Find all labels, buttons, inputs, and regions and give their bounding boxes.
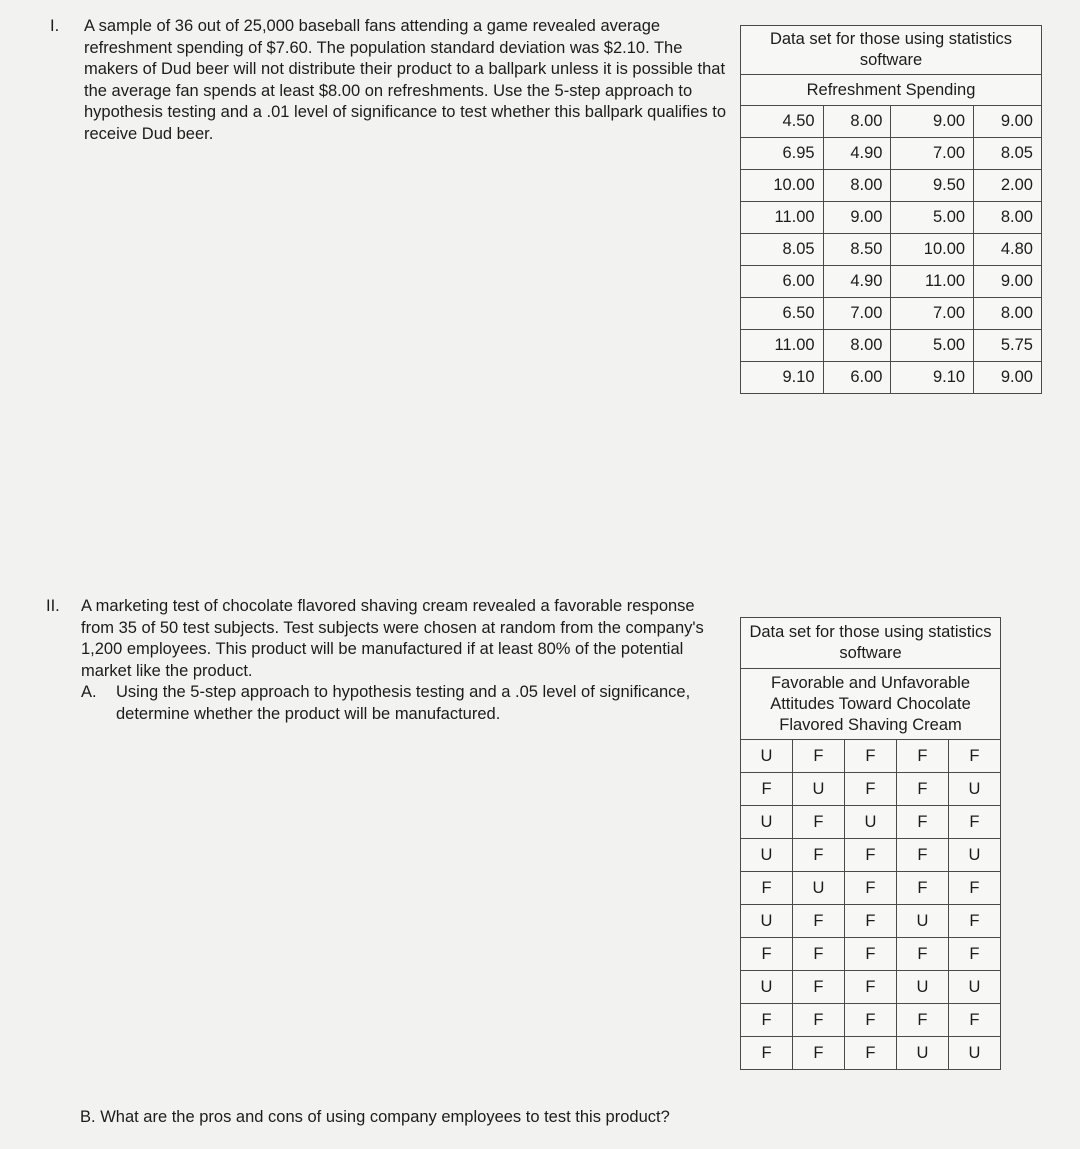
table-cell: 4.50	[741, 106, 824, 138]
table-cell: 2.00	[974, 170, 1042, 202]
table-row	[741, 938, 1001, 971]
table-cell: 6.95	[741, 138, 824, 170]
question-2-text: A marketing test of chocolate flavored shaving cream revealed a favorable response from 35 of 50 test subjects. Test subjects were chosen at random from the company's 1,200 employees. This product will be manufactured if at least 80% of the potential market like the product.	[81, 597, 704, 680]
table-cell: F	[948, 872, 1000, 905]
table-cell: F	[792, 740, 844, 773]
table-cell: 9.00	[974, 106, 1042, 138]
table-cell: 4.80	[974, 234, 1042, 266]
question-2-number: II.	[46, 597, 60, 615]
table-1-column-header: Refreshment Spending	[741, 75, 1042, 106]
question-2-part-a	[81, 682, 726, 725]
table-cell: F	[844, 1037, 896, 1070]
table-cell: U	[948, 839, 1000, 872]
table-row	[741, 362, 1042, 394]
question-1-text: A sample of 36 out of 25,000 baseball fans attending a game revealed average refreshment spending of $7.60. The population standard deviation was $2.10. The makers of Dud beer will not distribute their product to a ballpark unless it is possible that the average fan spends at least $8.00 on refreshments. Use the 5-step approach to hypothesis testing and a .01 level of significance to test whether this ballpark qualifies to receive Dud beer.	[84, 17, 727, 143]
table-cell: F	[948, 1004, 1000, 1037]
table-cell: F	[948, 938, 1000, 971]
table-row	[741, 740, 1001, 773]
table-cell: F	[896, 1004, 948, 1037]
table-cell: 4.90	[823, 266, 891, 298]
table-cell: 7.00	[823, 298, 891, 330]
table-row	[741, 839, 1001, 872]
table-cell: 9.10	[891, 362, 974, 394]
table-cell: U	[844, 806, 896, 839]
table-cell: F	[741, 773, 793, 806]
table-row	[741, 170, 1042, 202]
table-cell: F	[896, 938, 948, 971]
table-cell: 5.00	[891, 330, 974, 362]
table-cell: F	[896, 839, 948, 872]
table-2-column-header: Favorable and Unfavorable Attitudes Toward Chocolate Flavored Shaving Cream	[741, 669, 1001, 740]
table-cell: 9.00	[974, 266, 1042, 298]
part-b-letter: B.	[80, 1108, 96, 1126]
table-cell: F	[844, 773, 896, 806]
table-row	[741, 806, 1001, 839]
question-1	[50, 16, 730, 145]
table-cell: 8.05	[741, 234, 824, 266]
table-cell: F	[948, 740, 1000, 773]
table-cell: F	[844, 872, 896, 905]
table-row	[741, 266, 1042, 298]
table-cell: F	[896, 773, 948, 806]
table-row	[741, 234, 1042, 266]
table-cell: 11.00	[741, 330, 824, 362]
table-row	[741, 971, 1001, 1004]
table-cell: 7.00	[891, 298, 974, 330]
table-cell: 9.00	[823, 202, 891, 234]
table-cell: F	[741, 1037, 793, 1070]
table-cell: F	[792, 971, 844, 1004]
table-row	[741, 905, 1001, 938]
table-cell: F	[844, 971, 896, 1004]
table-cell: U	[896, 1037, 948, 1070]
table-cell: U	[896, 905, 948, 938]
table-cell: 8.00	[823, 170, 891, 202]
table-cell: F	[741, 872, 793, 905]
table-cell: 5.00	[891, 202, 974, 234]
table-cell: 6.50	[741, 298, 824, 330]
table-cell: 4.90	[823, 138, 891, 170]
table-cell: 9.00	[891, 106, 974, 138]
table-cell: 5.75	[974, 330, 1042, 362]
table-cell: 8.00	[823, 330, 891, 362]
table-cell: U	[948, 1037, 1000, 1070]
table-cell: U	[741, 839, 793, 872]
table-cell: F	[844, 938, 896, 971]
table-cell: U	[948, 773, 1000, 806]
table-cell: U	[948, 971, 1000, 1004]
table-cell: F	[896, 740, 948, 773]
table-row	[741, 773, 1001, 806]
table-cell: F	[792, 1004, 844, 1037]
question-2-part-b	[80, 1107, 670, 1129]
table-row	[741, 1004, 1001, 1037]
table-cell: U	[741, 806, 793, 839]
table-cell: 8.00	[823, 106, 891, 138]
table-cell: U	[741, 740, 793, 773]
table-cell: 6.00	[823, 362, 891, 394]
table-cell: 9.50	[891, 170, 974, 202]
table-cell: F	[792, 806, 844, 839]
table-cell: U	[792, 872, 844, 905]
table-cell: U	[741, 971, 793, 1004]
table-cell: U	[792, 773, 844, 806]
table-cell: F	[741, 1004, 793, 1037]
table-cell: 11.00	[741, 202, 824, 234]
table-cell: F	[844, 905, 896, 938]
table-2-title: Data set for those using statistics software	[741, 618, 1001, 669]
table-cell: F	[896, 806, 948, 839]
part-a-text: Using the 5-step approach to hypothesis testing and a .05 level of significance, determine whether the product will be manufactured.	[116, 683, 691, 723]
question-2	[46, 596, 726, 725]
table-cell: F	[948, 806, 1000, 839]
part-b-text: What are the pros and cons of using company employees to test this product?	[100, 1108, 670, 1126]
table-cell: U	[741, 905, 793, 938]
table-cell: 10.00	[741, 170, 824, 202]
table-cell: 8.00	[974, 202, 1042, 234]
table-cell: F	[792, 1037, 844, 1070]
part-a-letter: A.	[81, 683, 97, 701]
shaving-cream-attitudes-table	[740, 617, 1001, 1070]
table-cell: 8.05	[974, 138, 1042, 170]
table-row	[741, 872, 1001, 905]
table-cell: F	[844, 740, 896, 773]
table-cell: 10.00	[891, 234, 974, 266]
refreshment-spending-table	[740, 25, 1042, 394]
table-cell: 8.00	[974, 298, 1042, 330]
table-row	[741, 138, 1042, 170]
table-cell: 9.00	[974, 362, 1042, 394]
table-row	[741, 330, 1042, 362]
question-1-number: I.	[50, 17, 60, 35]
table-cell: 11.00	[891, 266, 974, 298]
table-cell: F	[844, 839, 896, 872]
table-row	[741, 1037, 1001, 1070]
table-1-title: Data set for those using statistics software	[741, 26, 1042, 75]
table-cell: 6.00	[741, 266, 824, 298]
table-cell: F	[792, 905, 844, 938]
table-cell: U	[896, 971, 948, 1004]
table-cell: 7.00	[891, 138, 974, 170]
table-row	[741, 202, 1042, 234]
table-cell: F	[896, 872, 948, 905]
table-cell: F	[948, 905, 1000, 938]
table-cell: F	[741, 938, 793, 971]
table-cell: F	[792, 839, 844, 872]
table-cell: F	[792, 938, 844, 971]
table-cell: 8.50	[823, 234, 891, 266]
table-row	[741, 298, 1042, 330]
table-cell: 9.10	[741, 362, 824, 394]
table-row	[741, 106, 1042, 138]
table-cell: F	[844, 1004, 896, 1037]
